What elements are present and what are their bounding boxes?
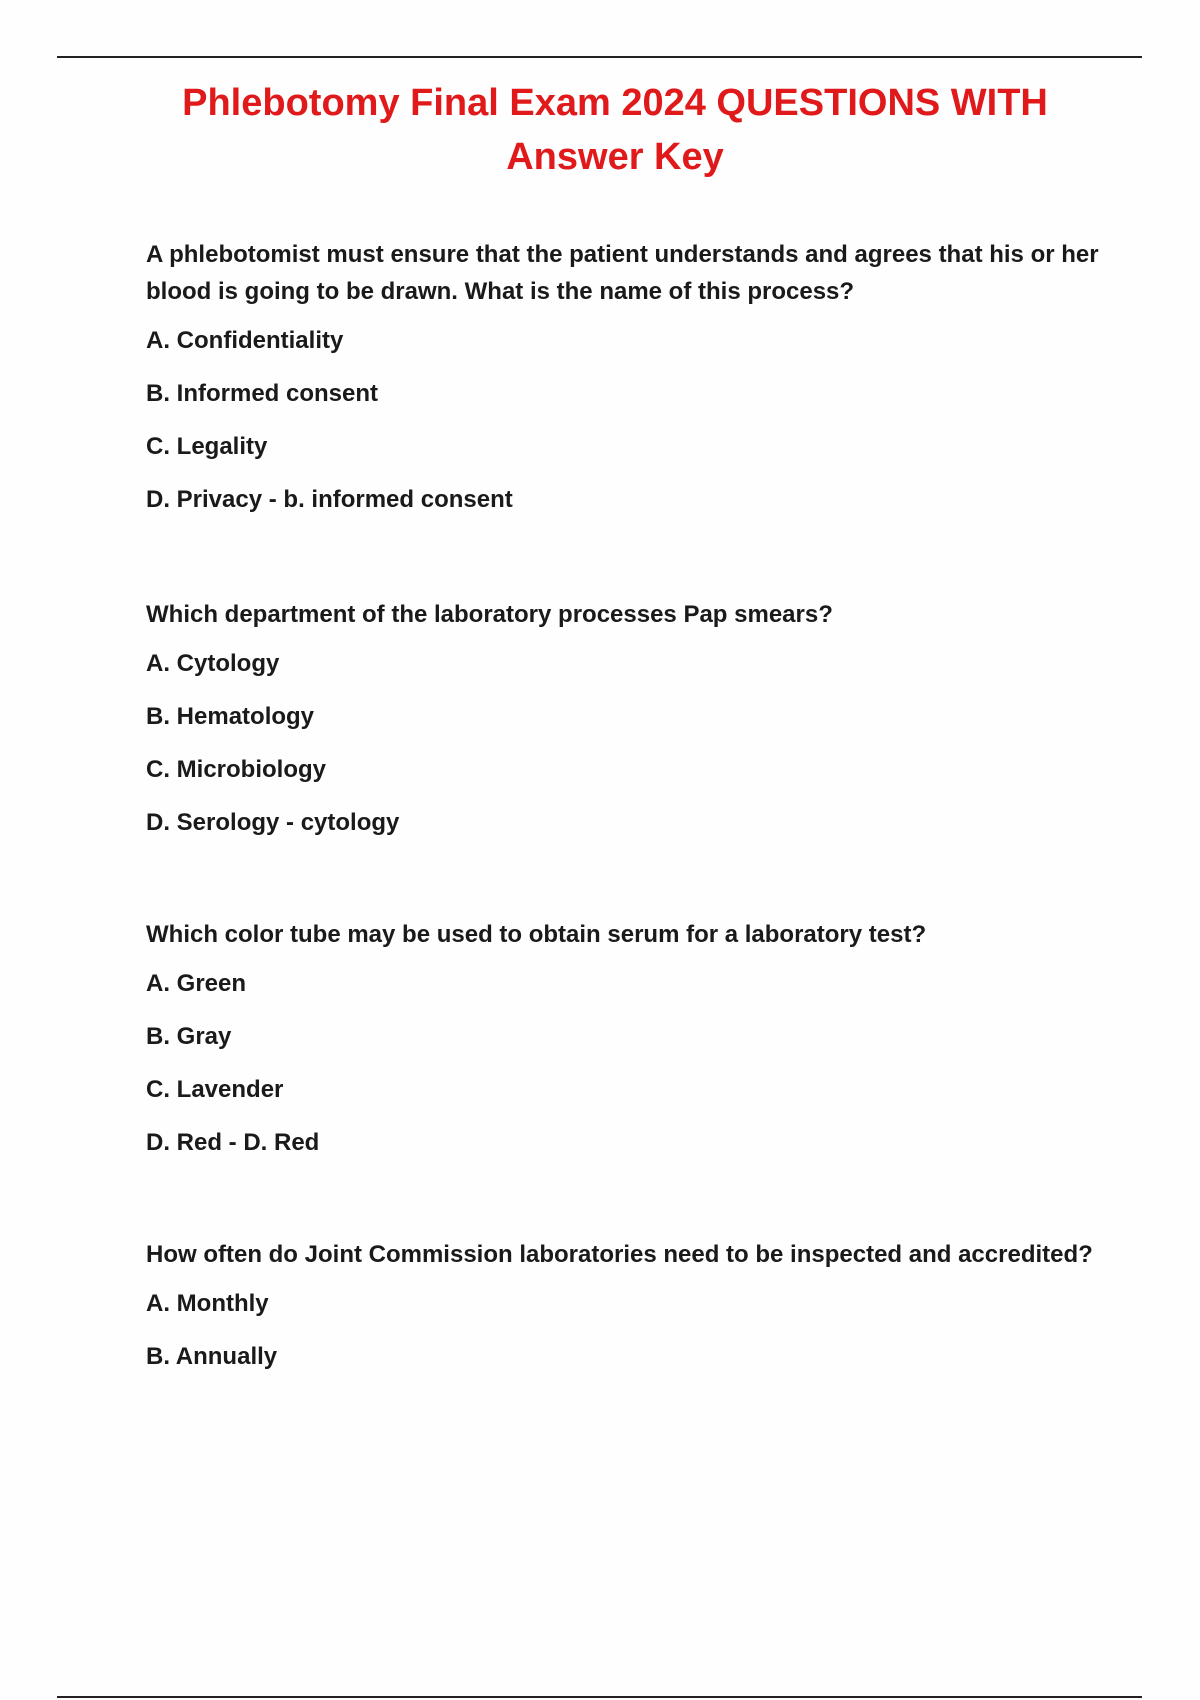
page-title [100, 76, 1130, 184]
answer-option: B. Gray [146, 1023, 232, 1050]
answer-option: A. Cytology [146, 650, 280, 677]
answer-option: A. Confidentiality [146, 327, 344, 354]
question-text: A phlebotomist must ensure that the patient understands and agrees that his or her blood is going to be drawn. What is the name of this process? [146, 241, 1099, 305]
question-block [146, 596, 833, 838]
answer-option: C. Microbiology [146, 756, 326, 783]
answer-option: A. Green [146, 970, 247, 997]
question-text: How often do Joint Commission laboratories need to be inspected and accredited? [146, 1241, 1093, 1268]
answer-option: D. Serology - cytology [146, 809, 400, 836]
question-block [146, 1236, 1093, 1372]
title-line-2: Answer Key [506, 136, 724, 178]
answer-option: B. Hematology [146, 703, 315, 730]
answer-option: D. Privacy - b. informed consent [146, 486, 513, 513]
answer-option: A. Monthly [146, 1290, 269, 1317]
question-text: Which color tube may be used to obtain serum for a laboratory test? [146, 921, 927, 948]
question-text: Which department of the laboratory processes Pap smears? [146, 601, 833, 628]
question-block [146, 236, 1106, 515]
answer-option: B. Annually [146, 1343, 278, 1370]
answer-option: C. Lavender [146, 1076, 284, 1103]
answer-option: D. Red - D. Red [146, 1129, 320, 1156]
question-block [146, 916, 926, 1158]
top-rule [57, 56, 1142, 58]
bottom-rule [57, 1696, 1142, 1698]
answer-option: C. Legality [146, 433, 268, 460]
answer-option: B. Informed consent [146, 380, 379, 407]
title-line-1: Phlebotomy Final Exam 2024 QUESTIONS WITH [182, 82, 1048, 124]
